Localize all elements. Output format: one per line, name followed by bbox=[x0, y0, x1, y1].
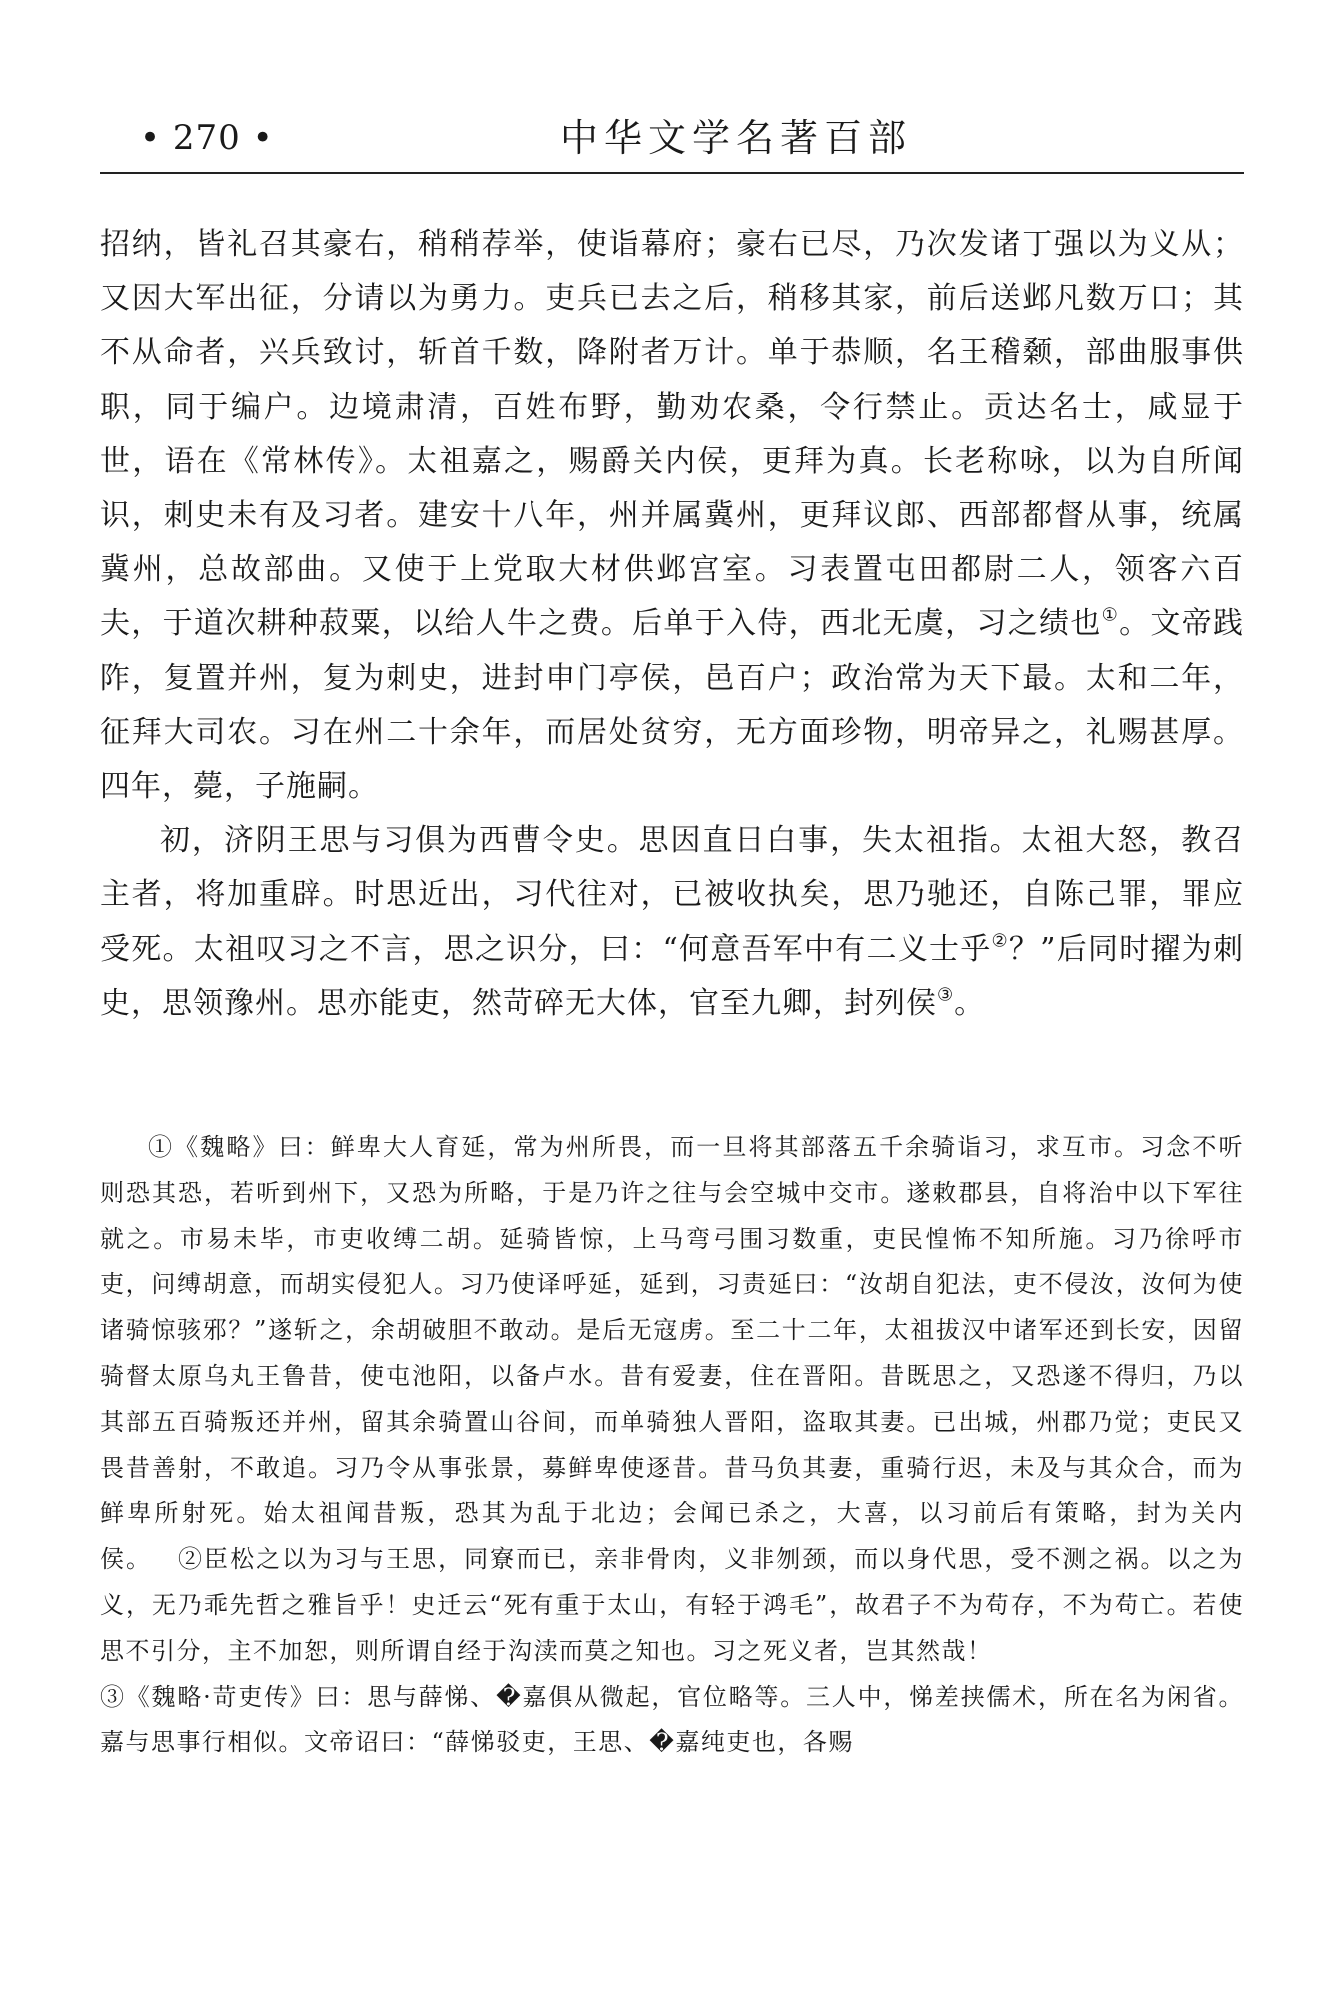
page-number: • 270 • bbox=[140, 118, 274, 158]
annotations bbox=[100, 1125, 1244, 1766]
paragraph-2: 初，济阴王思与习俱为西曹令史。思因直日白事，失太祖指。太祖大怒，教召主者，将加重辟。时思近出，习代往对，已被收执矣，思乃驰还，自陈己罪，罪应受死。太祖叹习之不言，思之识分，曰：“何意吾军中有二义士乎②？”后同时擢为刺史，思领豫州。思亦能吏，然苛碎无大体，官至九卿，封列侯③。 bbox=[100, 823, 1244, 1021]
note-2: ②臣松之以为习与王思，同寮而已，亲非骨肉，义非刎颈，而以身代思，受不测之祸。以之为义，无乃乖先哲之雅旨乎！史迁云“死有重于太山，有轻于鸿毛”，故君子不为苟存，不为苟亡。若使思不引分，主不加恕，则所谓自经于沟渎而莫之知也。习之死义者，岂其然哉！ bbox=[100, 1545, 1245, 1665]
footnote-ref-3: ③ bbox=[937, 984, 955, 1006]
footnote-ref-1: ① bbox=[1101, 604, 1120, 626]
note-gap bbox=[152, 1545, 178, 1573]
page-header bbox=[100, 108, 1244, 168]
header-rule bbox=[100, 172, 1244, 174]
note-1: ①《魏略》曰：鲜卑大人育延，常为州所畏，而一旦将其部落五千余骑诣习，求互市。习念不听则恐其恐，若听到州下，又恐为所略，于是乃许之往与会空城中交市。遂敕郡县，自将治中以下军往就之。市易未毕，市吏收缚二胡。延骑皆惊，上马弯弓围习数重，吏民惶怖不知所施。习乃徐呼市吏，问缚胡意，而胡实侵犯人。习乃使译呼延，延到，习责延曰：“汝胡自犯法，吏不侵汝，汝何为使诸骑惊骇邪？”遂斩之，余胡破胆不敢动。是后无寇虏。至二十二年，太祖拔汉中诸军还到长安，因留骑督太原乌丸王鲁昔，使屯池阳，以备卢水。昔有爱妻，住在晋阳。昔既思之，又恐遂不得归，乃以其部五百骑叛还并州，留其余骑置山谷间，而单骑独人晋阳，盗取其妻。已出城，州郡乃觉；吏民又畏昔善射，不敢追。习乃令从事张景，募鲜卑使逐昔。昔马负其妻，重骑行迟，未及与其众合，而为鲜卑所射死。始太祖闻昔叛，恐其为乱于北边；会闻已杀之，大喜，以习前后有策略，封为关内侯。 bbox=[100, 1133, 1244, 1574]
footnote-ref-2: ② bbox=[991, 930, 1009, 952]
annotation-3: ③《魏略·苛吏传》曰：思与薛悌、�嘉俱从微起，官位略等。三人中，悌差挟儒术，所在名为闲省。嘉与思事行相似。文帝诏曰：“薛悌驳吏，王思、�嘉纯吏也，各赐 bbox=[100, 1682, 1244, 1757]
annotation-body bbox=[100, 1125, 1244, 1675]
main-text bbox=[100, 218, 1244, 1031]
paragraph-1: 招纳，皆礼召其豪右，稍稍荐举，使诣幕府；豪右已尽，乃次发诸丁强以为义从；又因大军出征，分请以为勇力。吏兵已去之后，稍移其家，前后送邺凡数万口；其不从命者，兴兵致讨，斩首千数，降附者万计。单于恭顺，名王稽颡，部曲服事供职，同于编户。边境肃清，百姓布野，勤劝农桑，令行禁止。贡达名士，咸显于世，语在《常林传》。太祖嘉之，赐爵关内侯，更拜为真。长老称咏，以为自所闻识，刺史未有及习者。建安十八年，州并属冀州，更拜议郎、西部都督从事，统属冀州，总故部曲。又使于上党取大材供邺宫室。习表置屯田都尉二人，领客六百夫，于道次耕种菽粟，以给人牛之费。后单于入侍，西北无虞，习之绩也①。文帝践阼，复置并州，复为刺史，进封申门亭侯，邑百户；政治常为天下最。太和二年，征拜大司农。习在州二十余年，而居处贫穷，无方面珍物，明帝异之，礼赐甚厚。四年，薨，子施嗣。 bbox=[100, 227, 1245, 805]
book-title: 中华文学名著百部 bbox=[560, 116, 913, 160]
